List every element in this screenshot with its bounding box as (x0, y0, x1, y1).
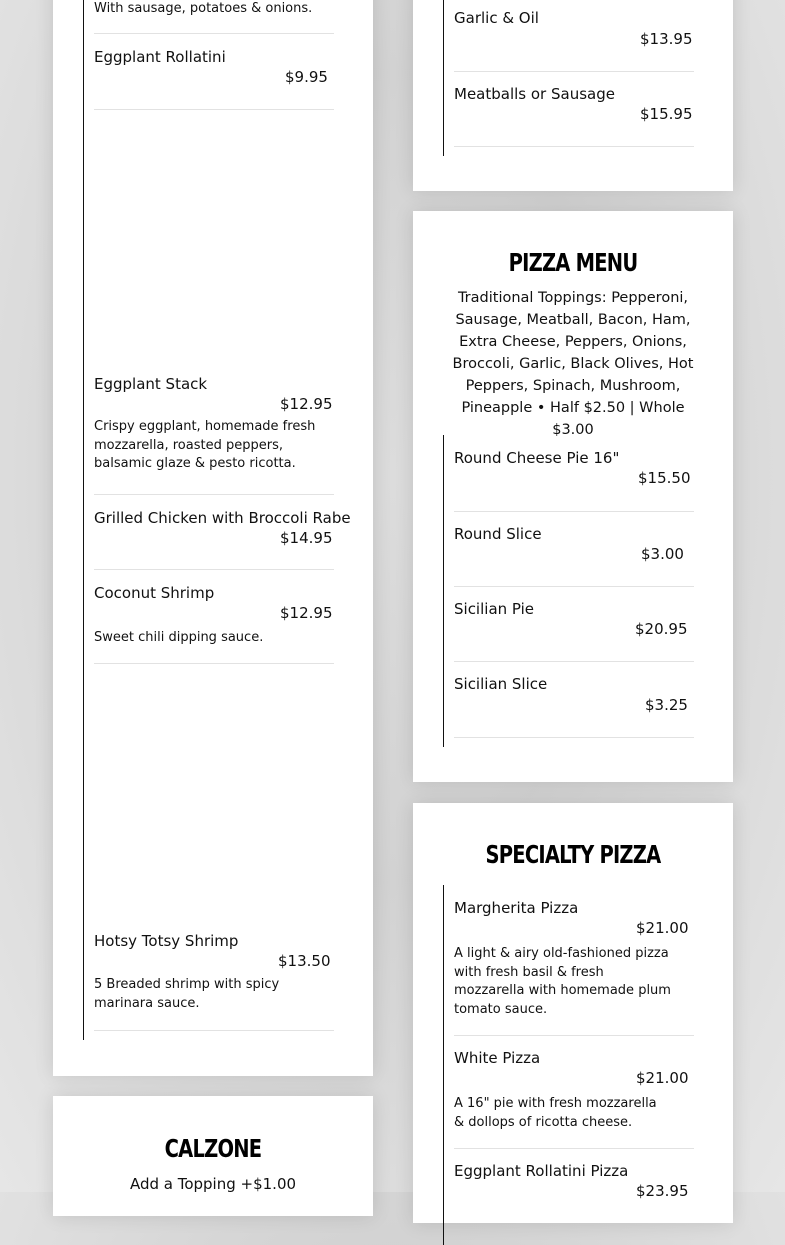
menu-item-name: White Pizza (454, 1049, 541, 1067)
menu-item-price: $23.95 (636, 1182, 689, 1200)
menu-item-description: Crispy eggplant, homemade fresh mozzarella, roasted peppers, balsamic glaze & pesto ricotta. (94, 419, 316, 471)
pizza-list (443, 435, 704, 747)
menu-item[interactable] (454, 435, 694, 512)
menu-item-name: Sicilian Slice (454, 675, 548, 693)
section-subtitle: Add a Topping +$1.00 (129, 1175, 297, 1193)
section-title: PIZZA MENU (508, 248, 638, 277)
menu-item[interactable] (454, 1148, 694, 1228)
menu-item-price: $15.50 (638, 469, 691, 487)
menu-item[interactable] (94, 33, 334, 110)
menu-item-price: $3.25 (645, 696, 688, 714)
menu-item-price: $13.95 (640, 30, 693, 48)
pasta-card (413, 0, 733, 191)
menu-item[interactable] (454, 1035, 694, 1149)
menu-item-name: Eggplant Rollatini Pizza (454, 1162, 629, 1180)
section-intro: Traditional Toppings: Pepperoni, Sausage, Meatball, Bacon, Ham, Extra Cheese, Peppers, Onions, Broccoli, Garlic, Black Olives, Hot Peppers, Spinach, Mushroom, Pineapple • Half $2.50 | Whole $3.00 (452, 290, 694, 438)
menu-item[interactable] (94, 375, 334, 495)
menu-item-name: Eggplant Rollatini (94, 48, 226, 66)
menu-item-price: $13.50 (278, 952, 331, 970)
menu-item-description: 5 Breaded shrimp with spicy marinara sauce. (94, 977, 280, 1011)
menu-item-name: Grilled Chicken with Broccoli Rabe (94, 509, 351, 527)
menu-item-price: $20.95 (635, 620, 688, 638)
specialty-pizza-card (413, 803, 733, 1223)
menu-item-partial (94, 0, 334, 34)
menu-item-price: $9.95 (285, 68, 328, 86)
section-title: CALZONE (164, 1134, 262, 1163)
section-title: SPECIALTY PIZZA (485, 840, 661, 869)
menu-item-description: With sausage, potatoes & onions. (94, 1, 313, 16)
menu-item-price: $12.95 (280, 604, 333, 622)
menu-item-name: Round Cheese Pie 16" (454, 449, 620, 467)
menu-item-price: $15.95 (640, 105, 693, 123)
pasta-list (443, 0, 704, 156)
menu-item-price: $3.00 (641, 545, 684, 563)
menu-item-description: Sweet chili dipping sauce. (94, 630, 264, 645)
menu-item-name: Meatballs or Sausage (454, 85, 615, 103)
appetizers-card (53, 0, 373, 1076)
menu-item[interactable] (454, 586, 694, 662)
menu-item-name: Round Slice (454, 525, 542, 543)
menu-item-description: A 16" pie with fresh mozzarella & dollops of ricotta cheese. (454, 1096, 657, 1130)
menu-item-description: A light & airy old-fashioned pizza with fresh basil & fresh mozzarella with homemade plum tomato sauce. (454, 946, 671, 1017)
menu-item-price: $12.95 (280, 395, 333, 413)
menu-item[interactable] (454, 661, 694, 738)
menu-item-price: $21.00 (636, 919, 689, 937)
menu-item-name: Eggplant Stack (94, 375, 208, 393)
pizza-menu-card (413, 211, 733, 782)
menu-item[interactable] (454, 0, 694, 72)
menu-item[interactable] (94, 494, 351, 570)
menu-item[interactable] (454, 885, 694, 1036)
calzone-card (53, 1096, 373, 1216)
menu-item[interactable] (454, 71, 694, 147)
menu-item-name: Coconut Shrimp (94, 584, 215, 602)
menu-item[interactable] (94, 929, 334, 1031)
menu-item-price: $14.95 (280, 529, 333, 547)
menu-item-name: Hotsy Totsy Shrimp (94, 932, 239, 950)
menu-item[interactable] (454, 511, 694, 587)
menu-item-price: $21.00 (636, 1069, 689, 1087)
specialty-pizza-list (443, 885, 704, 1245)
menu-item-name: Sicilian Pie (454, 600, 535, 618)
menu-item[interactable] (94, 569, 334, 664)
menu-item-name: Garlic & Oil (454, 9, 539, 27)
menu-item-name: Margherita Pizza (454, 899, 579, 917)
appetizers-list (83, 0, 351, 1040)
